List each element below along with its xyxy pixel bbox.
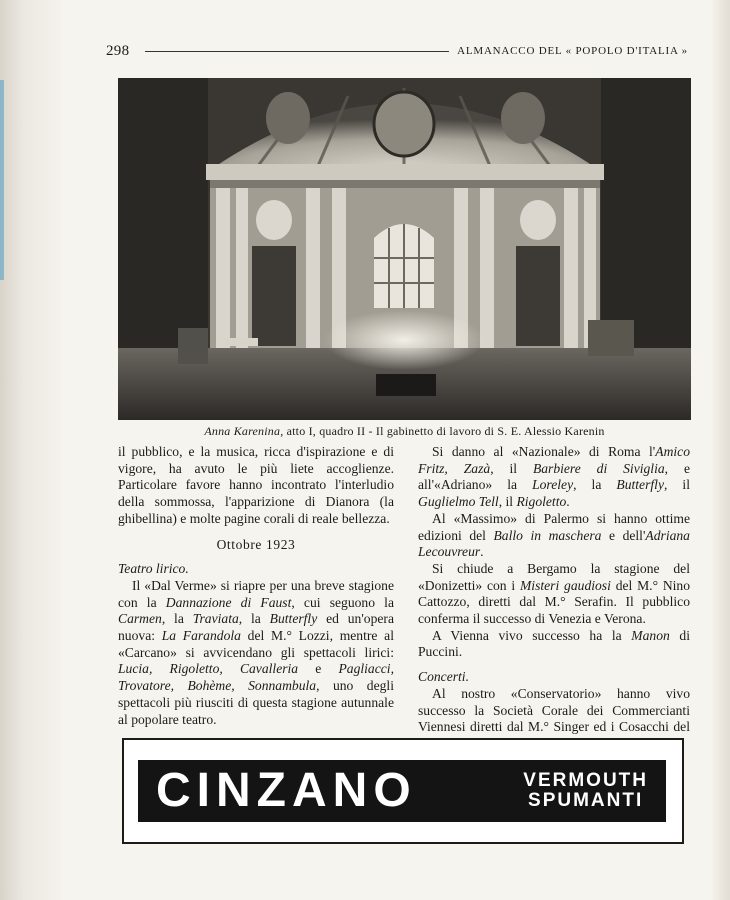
section-heading: Teatro lirico. — [118, 561, 189, 577]
book-binding-edge — [0, 0, 62, 900]
stage-set-illustration — [118, 78, 691, 420]
date-heading: Ottobre 1923 — [216, 536, 296, 552]
page-number: 298 — [106, 42, 130, 59]
paragraph: Al nostro «Conservatorio» hanno vivo successo la Società Corale dei Commercianti Viennesi diretti dal M.° Singer ed i Cosacchi del — [418, 685, 690, 735]
paragraph: Si danno al «Nazionale» di Roma l'Amico Fritz, Zazà, il Barbiere di Siviglia, e all'«Adriano» la Loreley, la Butterfly, il Guglielmo Tell, il Rigoletto. — [418, 444, 690, 510]
ad-product-line: VERMOUTH — [523, 770, 648, 791]
caption-text: atto I, quadro II - Il gabinetto di lavoro di S. E. Alessio Karenin — [283, 424, 605, 438]
ad-products — [523, 771, 648, 811]
paragraph: Si chiude a Bergamo la stagione del «Donizetti» con i Misteri gaudiosi del M.° Nino Cattozzo, diretti dal M.° Serafin. Il pubblico conferma il successo di Venezia e Verona. — [418, 560, 691, 627]
photo-caption — [118, 424, 691, 439]
running-header — [106, 40, 688, 62]
paragraph: A Vienna vivo successo ha la Manon di Puccini. — [418, 627, 690, 660]
section-heading: Concerti. — [418, 669, 469, 685]
caption-title: Anna Karenina, — [204, 424, 284, 438]
left-column — [118, 444, 394, 728]
right-column — [418, 444, 690, 753]
header-rule — [145, 51, 449, 52]
page-right-edge — [712, 0, 730, 900]
ad-brand: CINZANO — [156, 764, 417, 817]
paragraph: Al «Massimo» di Palermo si hanno ottime edizioni del Ballo in maschera e dell'Adriana Lecouvreur. — [418, 510, 690, 560]
paragraph: il pubblico, e la musica, ricca d'ispirazione e di vigore, ha avuto le più liete accoglienze. Particolare favore hanno incontrato l'interludio della sommossa, l'apparizione di Dianora (la ghibellina) e molte pagine corali di reale bellezza. — [118, 444, 394, 526]
paragraph: Il «Dal Verme» si riapre per una breve stagione con la Dannazione di Faust, cui seguono la Carmen, la Traviata, la Butterfly ed un'opera nuova: La Farandola del M.° Lozzi, mentre al «Carcano» si avvicendano gli spettacoli lirici: Lucia, Rigoletto, Cavalleria e Pagliacci, Trovatore, Bohème, Sonnambula, uno degli spettacoli più riusciti di questa stagione autunnale al popolare teatro. — [118, 577, 394, 727]
ad-banner — [138, 760, 666, 822]
publication-title: ALMANACCO DEL « POPOLO D'ITALIA » — [457, 45, 688, 57]
ad-product-line: SPUMANTI — [528, 790, 644, 811]
stage-photograph — [118, 78, 691, 420]
cinzano-advertisement — [122, 738, 684, 844]
